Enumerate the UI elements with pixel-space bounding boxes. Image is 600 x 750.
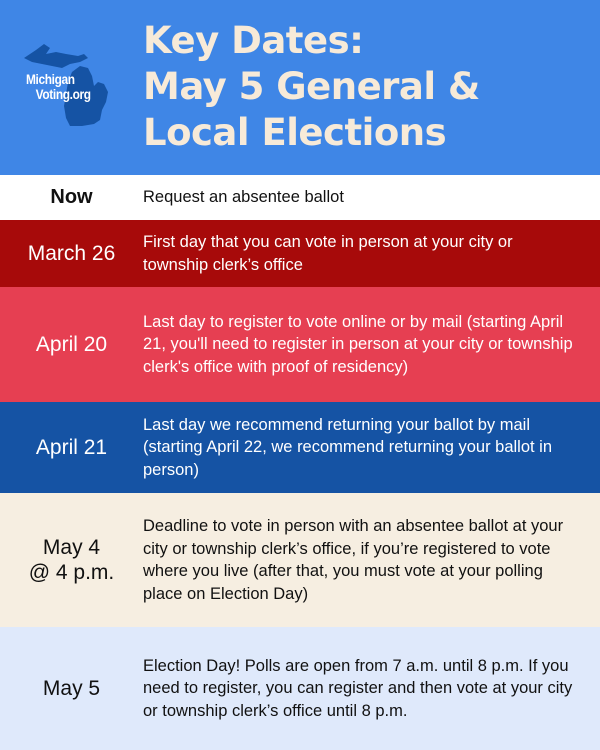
date-description: Election Day! Polls are open from 7 a.m. until 8 p.m. If you need to register, you can register and then vote at your city or township clerk’s office until 8 p.m. (143, 656, 573, 720)
date-description: Last day we recommend returning your ballot by mail (starting April 22, we recommend returning your ballot in person) (143, 415, 553, 479)
date-label-line-2: @ 4 p.m. (28, 561, 115, 584)
date-label: May 5 (42, 677, 101, 700)
date-description: Request an absentee ballot (143, 188, 344, 207)
header-banner (0, 0, 600, 175)
logo-line-2: Voting.org (35, 87, 91, 102)
date-description: Deadline to vote in person with an absentee ballot at your city or township clerk’s office, if you’re registered to vote where you live (after that, you must vote at your polling place on Election Day) (143, 517, 564, 603)
title-line-2: May 5 General & (143, 65, 480, 108)
date-label: March 26 (27, 242, 116, 265)
date-label: April 20 (35, 333, 108, 356)
logo-text (26, 72, 91, 102)
title-line-3: Local Elections (143, 111, 447, 154)
date-row-april-21 (0, 402, 600, 493)
title-line-1: Key Dates: (143, 19, 364, 62)
logo-line-1: Michigan (26, 72, 75, 87)
date-row-may-5 (0, 627, 600, 750)
date-label (0, 535, 143, 585)
date-label: April 21 (35, 436, 108, 459)
date-row-march-26 (0, 220, 600, 287)
date-description: First day that you can vote in person at your city or township clerk’s office (143, 233, 513, 274)
page-title (143, 18, 480, 156)
date-label: Now (50, 186, 93, 208)
date-description: Last day to register to vote online or by mail (starting April 21, you'll need to register in person at your city or township clerk's office with proof of residency) (143, 312, 573, 376)
date-label-line-1: May 4 (42, 536, 101, 559)
michiganvoting-logo[interactable] (22, 40, 122, 132)
date-row-now (0, 175, 600, 220)
date-row-april-20 (0, 287, 600, 402)
date-row-may-4 (0, 493, 600, 627)
